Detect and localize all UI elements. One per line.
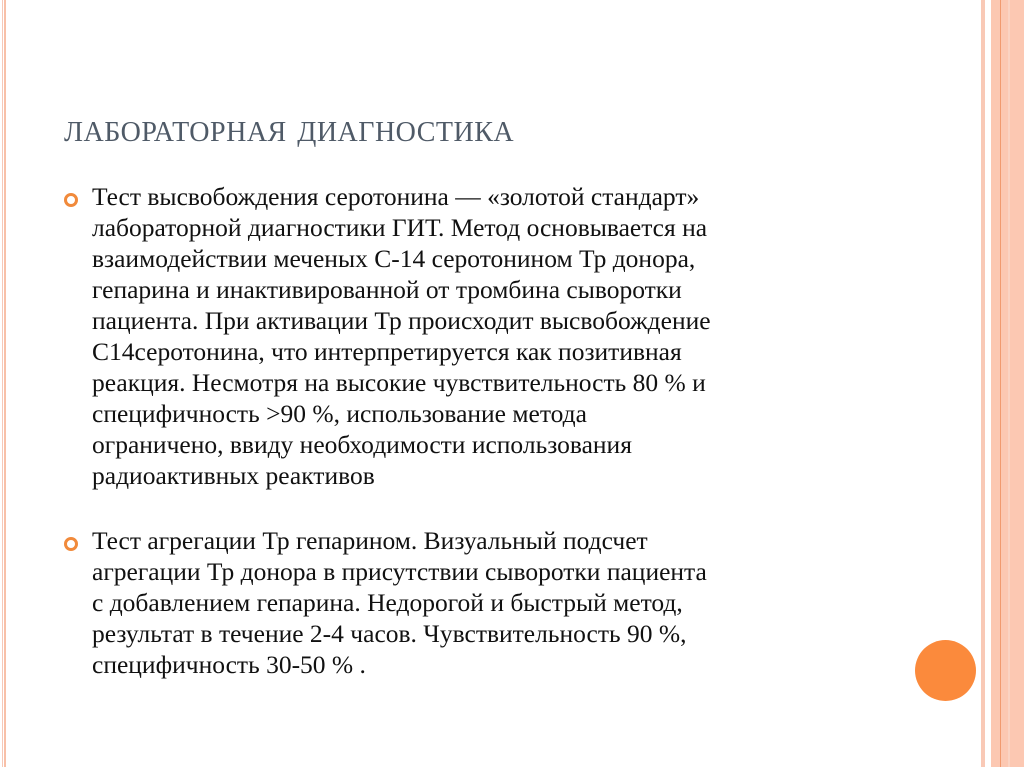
right-border-accent-line xyxy=(1000,0,1001,767)
bullet-text: Тест агрегации Тр гепарином. Визуальный подсчет агрегации Тр донора в присутствии сыворотки пациента с добавлением гепарина. Недорогой и быстрый метод, результат в течение 2-4 часов. Чувствительность 90 %, специфичность 30-50 % . xyxy=(92,526,707,679)
bullet-circle-icon xyxy=(64,537,78,551)
right-border-line xyxy=(981,0,985,767)
slide-title: лабораторная диагностика xyxy=(64,105,515,150)
bullet-item xyxy=(64,181,944,491)
left-border-line xyxy=(4,0,6,767)
bullet-text: Тест высвобождения серотонина — «золотой стандарт» лабораторной диагностики ГИТ. Метод основывается на взаимодействии меченых С-14 серотонином Тр донора, гепарина и инактивированной от тромбина сыворотки пациента. При активации Тр происходит высвобождение С14серотонина, что интерпретируется как позитивная реакция. Несмотря на высокие чувствительность 80 % и специфичность >90 %, использование метода ограничено, ввиду необходимости использования радиоактивных реактивов xyxy=(92,182,711,490)
left-border-line xyxy=(2,0,3,767)
bullet-list xyxy=(64,181,944,680)
bullet-circle-icon xyxy=(64,193,78,207)
right-border-light-line xyxy=(1008,0,1010,767)
decorative-orange-circle xyxy=(915,640,976,701)
bullet-item xyxy=(64,525,944,680)
